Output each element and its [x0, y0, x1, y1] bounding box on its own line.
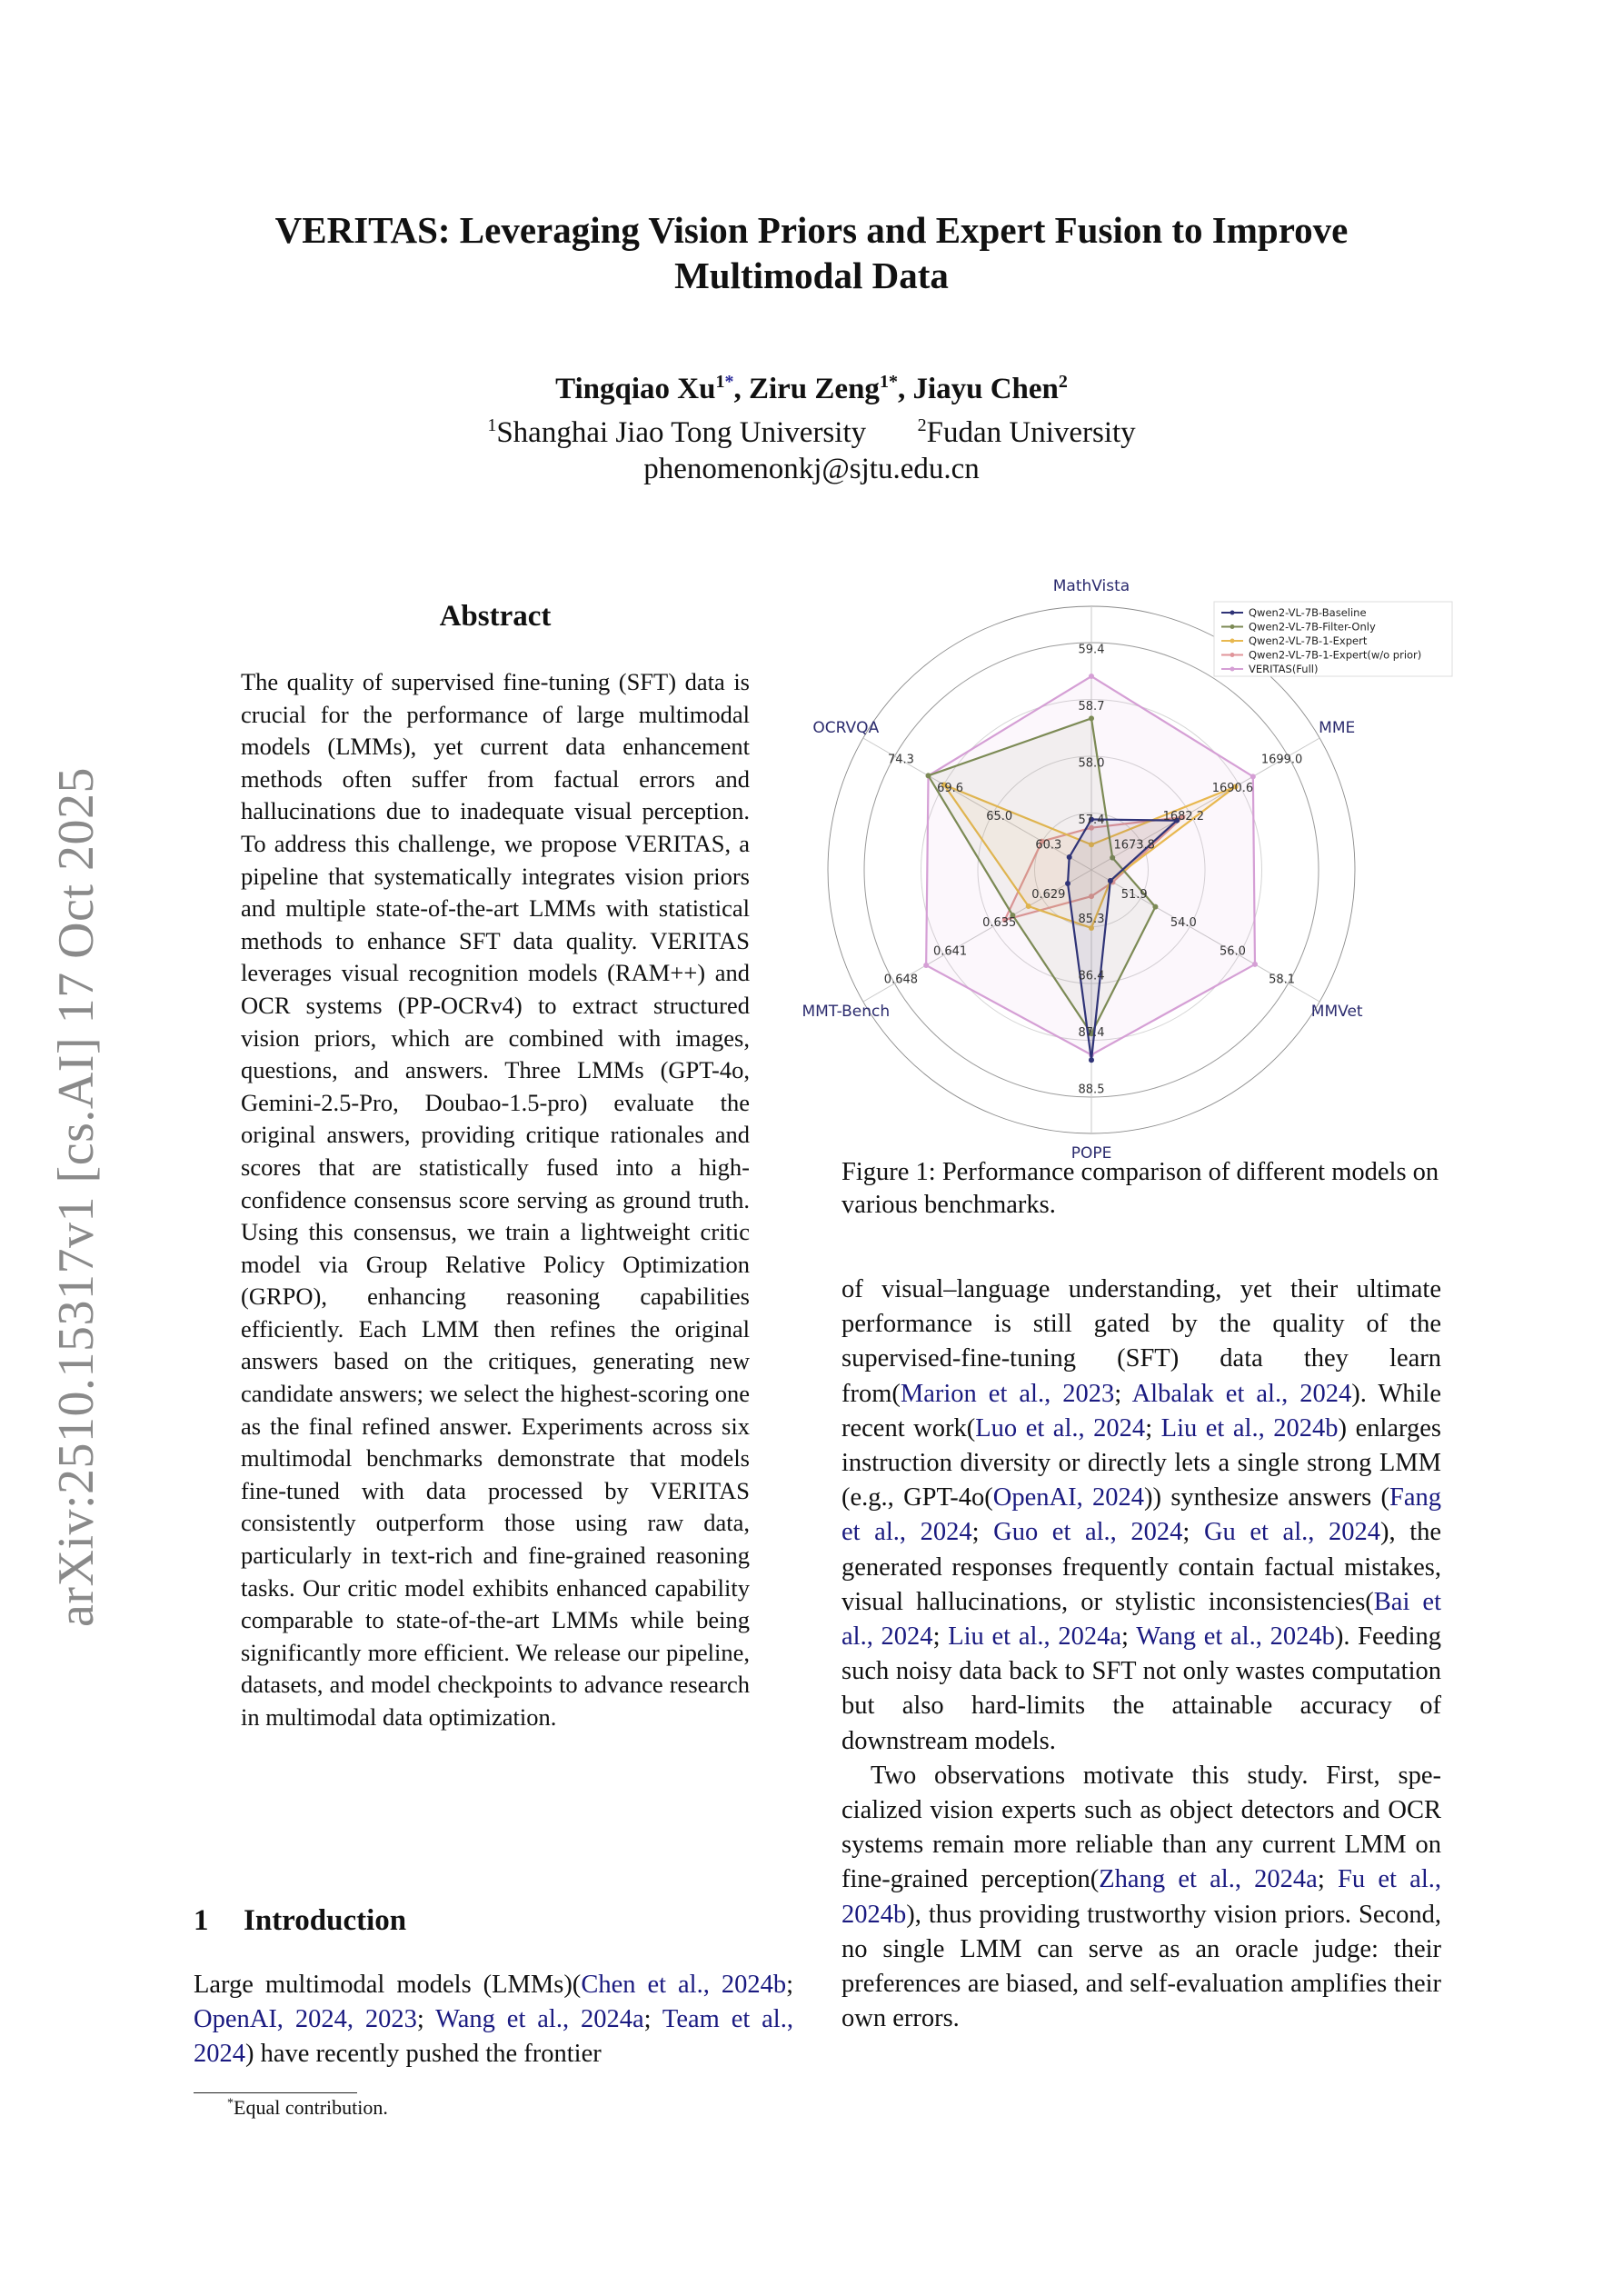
data-point — [1089, 715, 1094, 721]
author-name: Tingqiao Xu — [555, 373, 716, 405]
data-point — [923, 963, 929, 968]
paragraph-text: of visual–language understanding, yet their ultimate performance is still gated by the quality of the supervised-fine-tuning (SFT) data they learn from( — [841, 1275, 1441, 1408]
abstract-heading: Abstract — [439, 600, 552, 633]
abstract-text: The quality of supervised fine-tuning (SFT) data is crucial for the performance of large multimodal models (LMMs), yet current data enhancement methods often suffer from factual errors and hallucinations due to inadequate visual perception. To address this challenge, we propose VERITAS, a pipeline that systematically integrates vision priors and multiple state-of-the-art LMMs with statistical methods to enhance SFT data quality. VERITAS leverages visual recognition models (RAM++) and OCR systems (PP-OCRv4) to extract structured vision priors, which are combined with images, questions, and answers. Three LMMs (GPT-4o, Gemini-2.5-Pro, Doubao-1.5-pro) evaluate the original answers, providing critique rationales and scores that are statistically fused into a high-confidence consensus score serving as ground truth. Using this consensus, we train a lightweight critic model via Group Relative Policy Optimization (GRPO), enhancing reasoning capabilities efficiently. Each LMM then refines the original answers based on the critiques, generating new candidate answers; we select the highest-scoring one as the final refined answer. Experiments across six multimodal benchmarks demonstrate that models fine-tuned with data processed by VERITAS consistently outperform those using raw data, particularly in text-rich and fine-grained reasoning tasks. Our critic model exhibits enhanced capability comparable to state-of-the-art LMMs while being significantly more efficient. We release our pipeline, datasets, and model checkpoints to advance research in multimodal data optimization. — [241, 668, 750, 1731]
footnote-text: Equal contribution. — [234, 2096, 388, 2119]
legend-marker — [1230, 667, 1235, 672]
author-block — [182, 364, 1441, 487]
axis-label: MMVet — [1310, 1003, 1363, 1021]
paragraph-text: ). Feeding such noisy data back to SFT not only wastes computation but also hard-limits the attainable accuracy of downstream models. — [841, 1622, 1441, 1755]
tick-label: 1673.8 — [1113, 838, 1155, 853]
data-point — [1252, 962, 1258, 967]
paragraph-text: ; — [932, 1622, 949, 1652]
legend-entry: Qwen2-VL-7B-Filter-Only — [1249, 620, 1376, 634]
footnote-rule — [194, 2092, 357, 2093]
paragraph-text: ; — [971, 1518, 994, 1547]
paragraph-text: ) enlarges instruction diversity or directly lets a single strong LMM (e.g., GPT-4o( — [841, 1413, 1442, 1512]
tick-label: 69.6 — [937, 781, 964, 795]
tick-label: 58.0 — [1078, 756, 1105, 771]
paragraph-text: ), the generated responses frequently contain factual mistakes, visual hallucinations, or stylistic inconsistencies( — [841, 1518, 1442, 1616]
citation-link[interactable]: Gu et al., 2024 — [1203, 1518, 1380, 1547]
legend-entry: Qwen2-VL-7B-1-Expert — [1249, 634, 1368, 647]
legend-entry: Qwen2-VL-7B-Baseline — [1249, 606, 1367, 619]
affiliation: Shanghai Jiao Tong University — [496, 416, 867, 449]
tick-label: 0.629 — [1031, 887, 1066, 902]
legend — [1214, 602, 1452, 676]
abstract-section — [241, 600, 750, 1734]
axis-label: OCRVQA — [812, 719, 880, 737]
citation-link[interactable]: Bai et al., 2024 — [841, 1587, 1441, 1652]
affil-sup: 2 — [917, 415, 927, 435]
tick-label: 56.0 — [1219, 944, 1246, 959]
paragraph-text: ; — [1145, 1413, 1161, 1442]
citation-link[interactable]: Liu et al., 2024a — [948, 1622, 1122, 1652]
citation-link[interactable]: Luo et al., 2024 — [975, 1413, 1146, 1442]
affil-sup: 1 — [487, 415, 497, 435]
paragraph-text: ), thus providing trustworthy vision priors. Second, no single LMM can serve as an oracle judge: their preferences are biased, and self-evaluation amplifies their own errors. — [841, 1900, 1441, 2033]
paragraph-text: ). While recent work( — [841, 1379, 1441, 1442]
axis-label: POPE — [1070, 1144, 1112, 1163]
axis-label: MME — [1319, 719, 1356, 737]
tick-label: 85.3 — [1078, 913, 1105, 926]
paragraph-text: Two observations motivate this study. First, specialized vision experts such as object detectors and OCR systems remain more reliable than any current LMM on fine-grained perception( — [841, 1761, 1441, 1894]
arxiv-stamp: arXiv:2510.15317v1 [cs.AI] 17 Oct 2025 — [48, 767, 105, 1627]
author-separator: , — [897, 373, 913, 405]
tick-label: 60.3 — [1035, 838, 1062, 853]
tick-label: 57.4 — [1078, 814, 1105, 827]
author-affil-sup: 1 — [715, 372, 725, 392]
tick-label: 65.0 — [986, 810, 1013, 824]
legend-entry: VERITAS(Full) — [1249, 663, 1319, 675]
paragraph-text: ; — [643, 2005, 662, 2033]
equal-contrib-mark[interactable]: * — [724, 372, 734, 392]
citation-link[interactable]: Fang et al., 2024 — [841, 1483, 1441, 1547]
citation-link[interactable]: OpenAI, 2024, 2023 — [194, 2005, 417, 2033]
citation-link[interactable]: Zhang et al., 2024a — [1099, 1865, 1318, 1894]
citation-link[interactable]: Wang et al., 2024b — [1136, 1622, 1335, 1652]
paragraph-text: ; — [1182, 1518, 1204, 1547]
data-point — [1067, 854, 1072, 860]
data-point — [1250, 774, 1256, 779]
paragraph-text: )) synthesize answers ( — [1144, 1483, 1389, 1512]
citation-link[interactable]: OpenAI, 2024 — [992, 1483, 1145, 1512]
citation-link[interactable]: Team et al., 2024 — [194, 2005, 793, 2068]
citation-link[interactable]: Liu et al., 2024b — [1160, 1413, 1339, 1442]
author-names — [182, 364, 1441, 407]
legend-marker — [1230, 639, 1235, 644]
footnote — [227, 2096, 388, 2120]
title-line-1: VERITAS: Leveraging Vision Priors and Expert Fusion to Improve — [274, 209, 1349, 251]
tick-label: 58.7 — [1078, 700, 1105, 714]
axis-label: MMT-Bench — [802, 1003, 891, 1021]
paragraph-text: ; — [416, 2005, 436, 2033]
citation-link[interactable]: Guo et al., 2024 — [993, 1518, 1183, 1547]
legend-marker — [1230, 611, 1235, 615]
tick-label: 1699.0 — [1260, 753, 1303, 767]
tick-label: 87.4 — [1078, 1026, 1105, 1040]
intro-paragraph — [841, 1273, 1441, 1759]
paragraph-text: ; — [1317, 1865, 1339, 1894]
citation-link[interactable]: Wang et al., 2024a — [435, 2005, 644, 2033]
data-point — [926, 773, 931, 778]
paragraph-text: ; — [1114, 1379, 1132, 1408]
tick-label: 0.648 — [883, 973, 919, 987]
equal-contrib-mark: * — [888, 372, 898, 392]
intro-right-column — [841, 1273, 1441, 2036]
paragraph-text: ; — [1121, 1622, 1137, 1652]
citation-link[interactable]: Chen et al., 2024b — [581, 1971, 787, 1999]
data-point — [1089, 1057, 1094, 1063]
tick-label: 74.3 — [887, 753, 914, 767]
data-point — [1089, 674, 1094, 679]
author-separator: , — [733, 373, 749, 405]
tick-label: 58.1 — [1269, 973, 1296, 987]
author-affil-sup: 2 — [1058, 372, 1068, 392]
section-heading-introduction — [194, 1904, 406, 1938]
footnote-mark: * — [227, 2096, 234, 2111]
radar-chart — [802, 577, 1454, 1163]
tick-label: 88.5 — [1078, 1083, 1105, 1097]
data-point — [1065, 881, 1070, 886]
author-name: Ziru Zeng — [748, 373, 880, 405]
tick-label: 0.641 — [932, 944, 968, 959]
data-point — [1108, 878, 1113, 883]
tick-label: 1690.6 — [1211, 781, 1254, 795]
author-name: Jiayu Chen — [912, 373, 1059, 405]
tick-label: 86.4 — [1078, 969, 1105, 983]
paragraph-text: ; — [786, 1971, 794, 1999]
intro-paragraph-left — [194, 1968, 793, 2071]
title-line-2: Multimodal Data — [674, 255, 949, 296]
citation-link[interactable]: Fu et al., 2024b — [841, 1865, 1441, 1929]
paragraph-text: Large multimodal models (LMMs)( — [194, 1971, 582, 1999]
tick-label: 59.4 — [1078, 643, 1105, 657]
tick-label: 0.635 — [982, 916, 1017, 930]
axis-label: MathVista — [1052, 577, 1130, 595]
tick-label: 1682.2 — [1162, 810, 1205, 824]
data-point — [1152, 904, 1158, 910]
tick-label: 51.9 — [1120, 887, 1148, 902]
author-affil-sup: 1 — [879, 372, 889, 392]
legend-marker — [1230, 653, 1235, 657]
email: phenomenonkj@sjtu.edu.cn — [643, 453, 980, 485]
citation-link[interactable]: Albalak et al., 2024 — [1131, 1379, 1352, 1408]
affiliations — [182, 407, 1441, 451]
affiliation: Fudan University — [926, 416, 1136, 449]
intro-paragraph — [841, 1759, 1441, 2037]
section-title: Introduction — [244, 1904, 407, 1937]
tick-label: 54.0 — [1170, 916, 1197, 930]
section-number: 1 — [194, 1904, 209, 1937]
citation-link[interactable]: Marion et al., 2023 — [900, 1379, 1115, 1408]
legend-marker — [1230, 624, 1235, 629]
paragraph-text: ) have recently pushed the frontier — [245, 2040, 602, 2068]
paper-title — [182, 207, 1441, 298]
figure-caption: Figure 1: Performance comparison of different models on various benchmarks. — [841, 1158, 1439, 1219]
legend-entry: Qwen2-VL-7B-1-Expert(w/o prior) — [1249, 648, 1422, 662]
